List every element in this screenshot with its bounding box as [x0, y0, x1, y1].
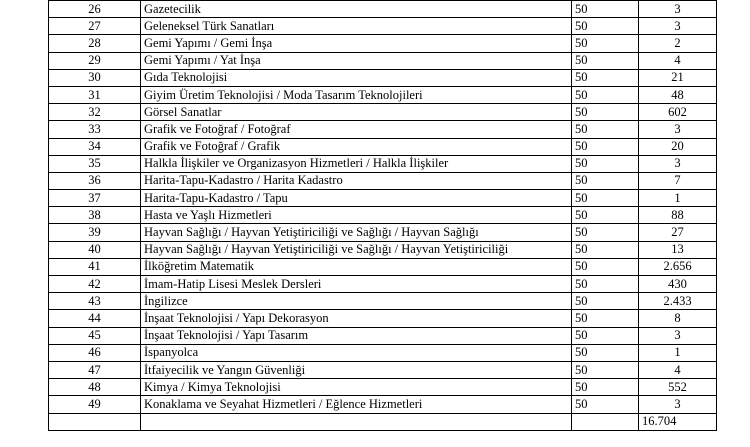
program-name-cell: Gazetecilik [141, 1, 572, 18]
program-name-cell: Giyim Üretim Teknolojisi / Moda Tasarım Teknolojileri [141, 86, 572, 103]
row-number-cell: 32 [49, 104, 141, 121]
count-cell: 8 [639, 310, 717, 327]
row-number-cell: 29 [49, 52, 141, 69]
row-number-cell: 46 [49, 344, 141, 361]
quota-cell: 50 [572, 224, 639, 241]
row-number-cell: 35 [49, 155, 141, 172]
row-number-cell: 26 [49, 1, 141, 18]
table-row [49, 224, 717, 241]
row-number-cell: 42 [49, 276, 141, 293]
count-cell: 48 [639, 86, 717, 103]
table-row [49, 138, 717, 155]
row-number-cell: 31 [49, 86, 141, 103]
program-name-cell: Hayvan Sağlığı / Hayvan Yetiştiriciliği ve Sağlığı / Hayvan Yetiştiriciliği [141, 241, 572, 258]
table-row [49, 396, 717, 413]
count-cell: 2.656 [639, 258, 717, 275]
row-number-cell: 30 [49, 69, 141, 86]
count-cell: 1 [639, 190, 717, 207]
row-number-cell: 44 [49, 310, 141, 327]
program-name-cell: İtfaiyecilik ve Yangın Güvenliği [141, 361, 572, 378]
quota-cell: 50 [572, 207, 639, 224]
quota-cell: 50 [572, 69, 639, 86]
quota-cell: 50 [572, 86, 639, 103]
table-row [49, 344, 717, 361]
row-number-cell: 27 [49, 18, 141, 35]
table-row [49, 258, 717, 275]
program-name-cell: İnşaat Teknolojisi / Yapı Dekorasyon [141, 310, 572, 327]
count-cell: 4 [639, 52, 717, 69]
count-cell: 13 [639, 241, 717, 258]
table-row [49, 1, 717, 18]
count-cell: 602 [639, 104, 717, 121]
total-row-number-cell [49, 413, 141, 430]
program-name-cell: Konaklama ve Seyahat Hizmetleri / Eğlence Hizmetleri [141, 396, 572, 413]
count-cell: 2 [639, 35, 717, 52]
table-row [49, 104, 717, 121]
program-name-cell: Hayvan Sağlığı / Hayvan Yetiştiriciliği ve Sağlığı / Hayvan Sağlığı [141, 224, 572, 241]
row-number-cell: 34 [49, 138, 141, 155]
program-name-cell: Harita-Tapu-Kadastro / Harita Kadastro [141, 172, 572, 189]
program-name-cell: Grafik ve Fotoğraf / Grafik [141, 138, 572, 155]
program-name-cell: Gıda Teknolojisi [141, 69, 572, 86]
count-cell: 430 [639, 276, 717, 293]
total-count-cell: 16.704 [639, 413, 717, 430]
quota-cell: 50 [572, 241, 639, 258]
row-number-cell: 43 [49, 293, 141, 310]
count-cell: 4 [639, 361, 717, 378]
table-row [49, 276, 717, 293]
program-name-cell: Harita-Tapu-Kadastro / Tapu [141, 190, 572, 207]
table-row [49, 379, 717, 396]
count-cell: 3 [639, 396, 717, 413]
table-row [49, 69, 717, 86]
row-number-cell: 49 [49, 396, 141, 413]
program-name-cell: Hasta ve Yaşlı Hizmetleri [141, 207, 572, 224]
quota-cell: 50 [572, 190, 639, 207]
quota-cell: 50 [572, 379, 639, 396]
row-number-cell: 48 [49, 379, 141, 396]
quota-cell: 50 [572, 35, 639, 52]
quota-cell: 50 [572, 276, 639, 293]
count-cell: 88 [639, 207, 717, 224]
program-name-cell: İnşaat Teknolojisi / Yapı Tasarım [141, 327, 572, 344]
count-cell: 27 [639, 224, 717, 241]
program-name-cell: Gemi Yapımı / Gemi İnşa [141, 35, 572, 52]
program-name-cell: Kimya / Kimya Teknolojisi [141, 379, 572, 396]
count-cell: 3 [639, 155, 717, 172]
quota-cell: 50 [572, 1, 639, 18]
table-row [49, 310, 717, 327]
table-row [49, 241, 717, 258]
row-number-cell: 37 [49, 190, 141, 207]
quota-cell: 50 [572, 52, 639, 69]
table-row [49, 52, 717, 69]
program-name-cell: İlköğretim Matematik [141, 258, 572, 275]
quota-cell: 50 [572, 121, 639, 138]
row-number-cell: 36 [49, 172, 141, 189]
row-number-cell: 28 [49, 35, 141, 52]
count-cell: 21 [639, 69, 717, 86]
row-number-cell: 47 [49, 361, 141, 378]
row-number-cell: 39 [49, 224, 141, 241]
count-cell: 20 [639, 138, 717, 155]
quota-cell: 50 [572, 138, 639, 155]
count-cell: 3 [639, 327, 717, 344]
program-name-cell: İngilizce [141, 293, 572, 310]
program-name-cell: Grafik ve Fotoğraf / Fotoğraf [141, 121, 572, 138]
program-name-cell: Halkla İlişkiler ve Organizasyon Hizmetleri / Halkla İlişkiler [141, 155, 572, 172]
table-row [49, 18, 717, 35]
table-row [49, 293, 717, 310]
count-cell: 3 [639, 18, 717, 35]
row-number-cell: 41 [49, 258, 141, 275]
program-name-cell: İspanyolca [141, 344, 572, 361]
count-cell: 1 [639, 344, 717, 361]
quota-cell: 50 [572, 155, 639, 172]
table-row [49, 190, 717, 207]
table-row [49, 86, 717, 103]
program-table [48, 0, 717, 431]
quota-cell: 50 [572, 18, 639, 35]
program-name-cell: Geleneksel Türk Sanatları [141, 18, 572, 35]
table-row [49, 155, 717, 172]
count-cell: 3 [639, 1, 717, 18]
total-quota-cell [572, 413, 639, 430]
quota-cell: 50 [572, 310, 639, 327]
table-row [49, 361, 717, 378]
quota-cell: 50 [572, 258, 639, 275]
count-cell: 7 [639, 172, 717, 189]
total-program-name-cell [141, 413, 572, 430]
quota-cell: 50 [572, 396, 639, 413]
row-number-cell: 45 [49, 327, 141, 344]
row-number-cell: 33 [49, 121, 141, 138]
quota-cell: 50 [572, 172, 639, 189]
quota-cell: 50 [572, 327, 639, 344]
total-row [49, 413, 717, 430]
row-number-cell: 38 [49, 207, 141, 224]
count-cell: 2.433 [639, 293, 717, 310]
quota-cell: 50 [572, 104, 639, 121]
quota-cell: 50 [572, 344, 639, 361]
count-cell: 552 [639, 379, 717, 396]
count-cell: 3 [639, 121, 717, 138]
table-row [49, 327, 717, 344]
table-row [49, 172, 717, 189]
table-body [49, 1, 717, 431]
program-name-cell: Gemi Yapımı / Yat İnşa [141, 52, 572, 69]
program-name-cell: Görsel Sanatlar [141, 104, 572, 121]
table-row [49, 35, 717, 52]
row-number-cell: 40 [49, 241, 141, 258]
quota-cell: 50 [572, 293, 639, 310]
quota-cell: 50 [572, 361, 639, 378]
table-row [49, 207, 717, 224]
table-row [49, 121, 717, 138]
program-name-cell: İmam-Hatip Lisesi Meslek Dersleri [141, 276, 572, 293]
